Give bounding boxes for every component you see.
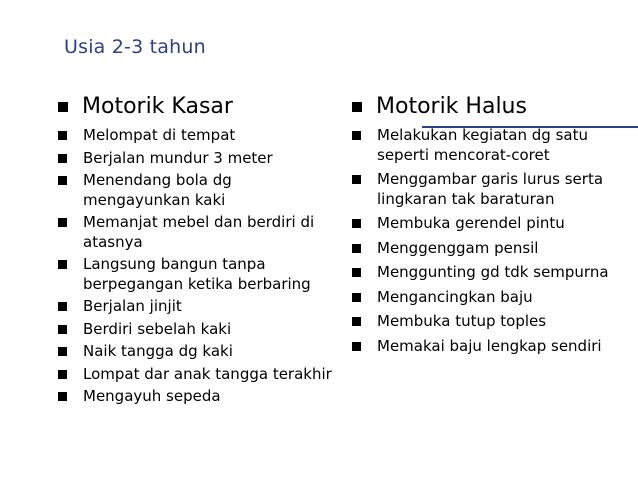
square-bullet-icon [352,244,361,253]
slide-title: Usia 2-3 tahun [64,36,206,58]
square-bullet-icon [58,218,67,227]
list-item-text: Langsung bangun tanpa berpegangan ketika berbaring [83,255,311,293]
list-item [58,213,338,252]
square-bullet-icon [58,176,67,185]
square-bullet-icon [58,260,67,269]
list-item [58,126,338,146]
square-bullet-icon [352,131,361,140]
right-column [352,92,622,361]
list-item-text: Menendang bola dg mengayunkan kaki [83,171,232,209]
right-heading-text: Motorik Halus [376,94,527,119]
list-item-text: Lompat dar anak tangga terakhir [83,364,332,383]
list-item [352,337,622,357]
square-bullet-icon [58,302,67,311]
list-item-text: Berjalan mundur 3 meter [83,148,273,167]
list-item [352,239,622,259]
list-item-text: Memakai baju lengkap sendiri [377,336,602,355]
right-heading [352,92,622,122]
list-item-text: Naik tangga dg kaki [83,342,233,360]
square-bullet-icon [58,131,67,140]
square-bullet-icon [58,102,68,112]
square-bullet-icon [352,317,361,326]
list-item [352,214,622,234]
square-bullet-icon [58,370,67,379]
list-item-text: Melakukan kegiatan dg satu seperti mencorat-coret [377,126,588,164]
list-item [58,149,338,169]
list-item-text: Berjalan jinjit [83,297,182,315]
list-item [58,297,338,317]
list-item [58,320,338,340]
list-item-text: Membuka gerendel pintu [377,214,565,232]
list-item-text: Mengayuh sepeda [83,387,221,405]
list-item-text: Mengancingkan baju [377,287,533,306]
list-item-text: Melompat di tempat [83,126,236,144]
list-item-text: Membuka tutup toples [377,312,547,330]
list-item [352,288,622,308]
list-item [58,365,338,385]
square-bullet-icon [58,325,67,334]
square-bullet-icon [58,392,67,401]
left-list [58,126,338,407]
list-item [58,342,338,362]
left-heading-text: Motorik Kasar [82,94,233,119]
left-column [58,92,338,410]
list-item [58,387,338,407]
square-bullet-icon [58,154,67,163]
square-bullet-icon [352,342,361,351]
list-item-text: Memanjat mebel dan berdiri di atasnya [83,213,315,251]
right-list [352,126,622,356]
square-bullet-icon [352,268,361,277]
square-bullet-icon [58,347,67,356]
list-item [352,312,622,332]
left-heading [58,92,338,122]
list-item-text: Berdiri sebelah kaki [83,319,232,338]
list-item [352,263,622,283]
square-bullet-icon [352,102,362,112]
list-item-text: Menggambar garis lurus serta lingkaran tak baraturan [377,170,604,208]
square-bullet-icon [352,219,361,228]
list-item-text: Menggunting gd tdk sempurna [377,263,609,281]
list-item-text: Menggenggam pensil [377,238,539,257]
list-item [352,170,622,209]
list-item [58,171,338,210]
list-item [58,255,338,294]
square-bullet-icon [352,175,361,184]
square-bullet-icon [352,293,361,302]
list-item [352,126,622,165]
